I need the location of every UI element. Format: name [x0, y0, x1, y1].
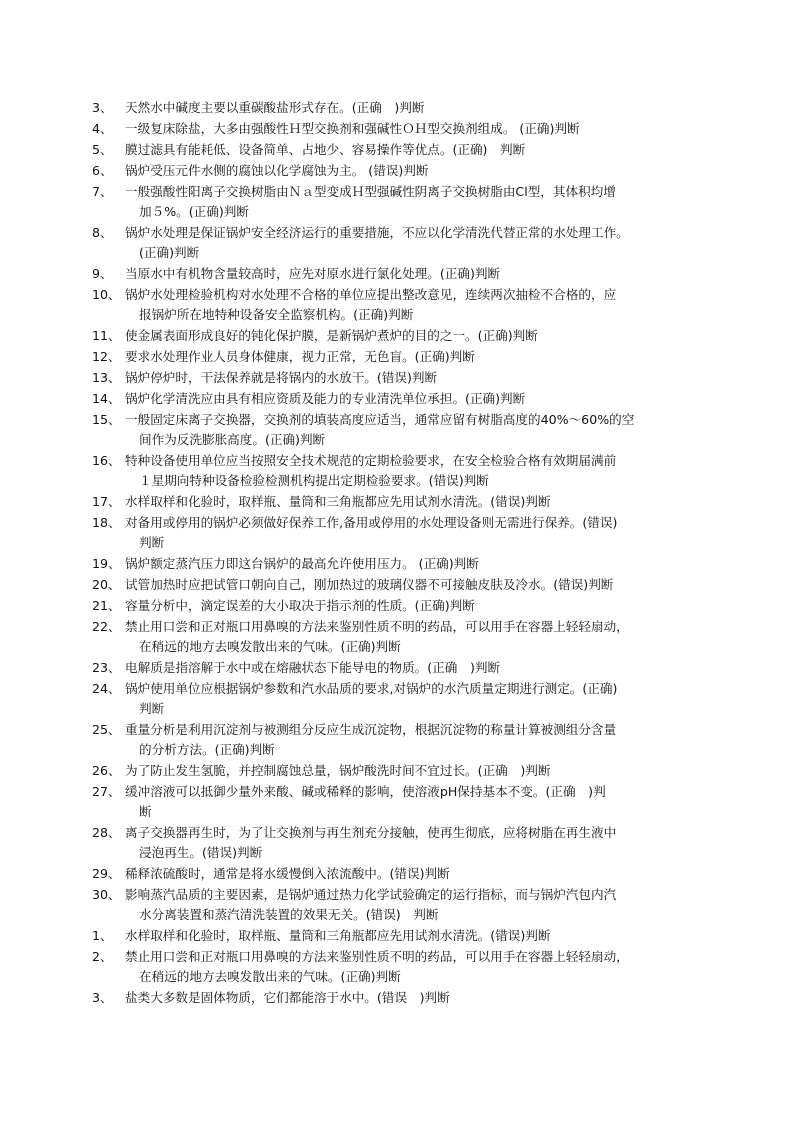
question-item	[92, 388, 702, 409]
question-line: 一般强酸性阳离子交换树脂由Ｎａ型变成Ｈ型强碱性阴离子交换树脂由Cl型，其体积均增	[125, 184, 616, 199]
question-text	[125, 263, 702, 284]
question-text	[125, 388, 702, 409]
question-number: 27、	[92, 784, 121, 799]
question-line: 稀释浓硫酸时，通常是将水缓慢倒入浓流酸中。(错误)判断	[125, 866, 450, 881]
question-text	[125, 946, 702, 987]
question-number: 16、	[92, 453, 121, 468]
question-line: 禁止用口尝和正对瓶口用鼻嗅的方法来鉴别性质不明的药品，可以用手在容器上轻轻扇动，	[125, 619, 629, 634]
question-number: 28、	[92, 825, 121, 840]
question-text	[125, 925, 702, 946]
question-number: 9、	[92, 266, 113, 281]
question-item	[92, 553, 702, 574]
question-text	[125, 574, 702, 595]
question-number: 10、	[92, 287, 121, 302]
question-number: 7、	[92, 184, 113, 199]
question-item	[92, 595, 702, 616]
question-line: 对备用或停用的锅炉必须做好保养工作,备用或停用的水处理设备则无需进行保养。(错误)	[125, 515, 618, 530]
question-item	[92, 181, 702, 222]
question-line: 水样取样和化验时，取样瓶、量筒和三角瓶都应先用试剂水清洗。(错误)判断	[125, 928, 551, 943]
question-item	[92, 491, 702, 512]
question-line: 离子交换器再生时，为了让交换剂与再生剂充分接触，使再生彻底，应将树脂在再生液中	[125, 825, 617, 840]
question-text	[125, 284, 702, 325]
question-line: 锅炉受压元件水侧的腐蚀以化学腐蚀为主。 (错误)判断	[125, 163, 429, 178]
question-item	[92, 884, 702, 925]
question-line: 特种设备使用单位应当按照安全技术规范的定期检验要求，在安全检验合格有效期届满前	[125, 453, 617, 468]
question-text	[125, 139, 702, 160]
question-line: 当原水中有机物含量较高时，应先对原水进行氯化处理。(正确)判断	[125, 266, 501, 281]
question-text	[125, 367, 702, 388]
question-text	[125, 450, 702, 491]
question-item	[92, 512, 702, 553]
question-line: 禁止用口尝和正对瓶口用鼻嗅的方法来鉴别性质不明的药品，可以用手在容器上轻轻扇动，	[125, 949, 629, 964]
question-line: 一级复床除盐，大多由强酸性Ｈ型交换剂和强碱性ＯＨ型交换剂组成。 (正确)判断	[125, 121, 580, 136]
question-line: 锅炉额定蒸汽压力即这台锅炉的最高允许使用压力。 (正确)判断	[125, 556, 479, 571]
question-item	[92, 657, 702, 678]
question-number: 29、	[92, 866, 121, 881]
question-number: 17、	[92, 494, 121, 509]
question-item	[92, 678, 702, 719]
question-item	[92, 987, 702, 1008]
question-line: 锅炉化学清洗应由具有相应资质及能力的专业清洗单位承担。(正确)判断	[125, 391, 526, 406]
question-number: 15、	[92, 412, 121, 427]
question-text	[125, 118, 702, 139]
question-line: 锅炉水处理检验机构对水处理不合格的单位应提出整改意见，连续两次抽检不合格的，应	[125, 287, 617, 302]
question-number: 18、	[92, 515, 121, 530]
question-number: 3、	[92, 100, 113, 115]
question-text	[125, 595, 702, 616]
question-line: 为了防止发生氢脆，并控制腐蚀总量，锅炉酸洗时间不宜过长。(正确 )判断	[125, 763, 551, 778]
question-item	[92, 946, 702, 987]
question-continuation-line: 在稍远的地方去嗅发散出来的气味。(正确)判断	[139, 639, 401, 654]
question-text	[125, 491, 702, 512]
question-item	[92, 160, 702, 181]
question-item	[92, 325, 702, 346]
question-continuation-line: 浸泡再生。(错误)判断	[139, 845, 263, 860]
question-line: 重量分析是利用沉淀剂与被测组分反应生成沉淀物，根据沉淀物的称量计算被测组分含量	[125, 722, 617, 737]
question-number: 1、	[92, 928, 113, 943]
true-false-question-list	[92, 97, 702, 1008]
question-line: 锅炉使用单位应根据锅炉参数和汽水品质的要求,对锅炉的水汽质量定期进行测定。(正确)	[125, 681, 618, 696]
question-continuation-line: 断	[139, 804, 152, 819]
question-text	[125, 760, 702, 781]
question-number: 23、	[92, 660, 121, 675]
question-item	[92, 719, 702, 760]
question-number: 26、	[92, 763, 121, 778]
question-line: 试管加热时应把试管口朝向自己，刚加热过的玻璃仪器不可接触皮肤及冷水。(错误)判断	[125, 577, 614, 592]
question-line: 锅炉水处理是保证锅炉安全经济运行的重要措施，不应以化学清洗代替正常的水处理工作。	[125, 225, 629, 240]
question-item	[92, 222, 702, 263]
question-item	[92, 574, 702, 595]
question-item	[92, 139, 702, 160]
question-continuation-line: 加５%。(正确)判断	[139, 204, 249, 219]
question-continuation-line: 判断	[139, 701, 165, 716]
question-number: 24、	[92, 681, 121, 696]
question-number: 13、	[92, 370, 121, 385]
question-number: 19、	[92, 556, 121, 571]
question-item	[92, 616, 702, 657]
question-number: 21、	[92, 598, 121, 613]
question-item	[92, 863, 702, 884]
question-text	[125, 719, 702, 760]
question-text	[125, 657, 702, 678]
question-continuation-line: 的分析方法。(正确)判断	[139, 742, 275, 757]
question-item	[92, 284, 702, 325]
question-number: 8、	[92, 225, 113, 240]
question-text	[125, 181, 702, 222]
question-number: 5、	[92, 142, 113, 157]
question-line: 一般固定床离子交换器，交换剂的填装高度应适当，通常应留有树脂高度的40%～60%的空	[125, 412, 635, 427]
question-item	[92, 925, 702, 946]
question-continuation-line: 在稍远的地方去嗅发散出来的气味。(正确)判断	[139, 969, 401, 984]
question-number: 30、	[92, 887, 121, 902]
question-text	[125, 781, 702, 822]
question-number: 4、	[92, 121, 113, 136]
question-item	[92, 367, 702, 388]
question-number: 6、	[92, 163, 113, 178]
question-item	[92, 118, 702, 139]
question-text	[125, 616, 702, 657]
question-item	[92, 263, 702, 284]
question-number: 12、	[92, 349, 121, 364]
question-line: 锅炉停炉时，干法保养就是将锅内的水放干。(错误)判断	[125, 370, 438, 385]
question-continuation-line: 间作为反洗膨胀高度。(正确)判断	[139, 432, 326, 447]
question-text	[125, 678, 702, 719]
question-line: 要求水处理作业人员身体健康，视力正常，无色盲。(正确)判断	[125, 349, 475, 364]
question-text	[125, 987, 702, 1008]
question-line: 膜过滤具有能耗低、设备简单、占地少、容易操作等优点。(正确) 判断	[125, 142, 526, 157]
question-continuation-line: １星期向特种设备检验检测机构提出定期检验要求。(错误)判断	[139, 473, 489, 488]
question-continuation-line: 报锅炉所在地特种设备安全监察机构。(正确)判断	[139, 307, 414, 322]
question-line: 天然水中碱度主要以重碳酸盐形式存在。(正确 )判断	[125, 100, 425, 115]
question-item	[92, 346, 702, 367]
question-text	[125, 822, 702, 863]
question-item	[92, 409, 702, 450]
question-text	[125, 222, 702, 263]
question-line: 影响蒸汽品质的主要因素，是锅炉通过热力化学试验确定的运行指标，而与锅炉汽包内汽	[125, 887, 617, 902]
question-continuation-line: 判断	[139, 535, 165, 550]
question-item	[92, 822, 702, 863]
question-continuation-line: 水分离装置和蒸汽清洗装置的效果无关。(错误) 判断	[139, 907, 439, 922]
question-line: 使金属表面形成良好的钝化保护膜，是新锅炉煮炉的目的之一。(正确)判断	[125, 328, 538, 343]
question-text	[125, 863, 702, 884]
question-number: 20、	[92, 577, 121, 592]
question-number: 22、	[92, 619, 121, 634]
question-item	[92, 97, 702, 118]
question-text	[125, 346, 702, 367]
question-text	[125, 409, 702, 450]
question-text	[125, 553, 702, 574]
question-line: 水样取样和化验时，取样瓶、量筒和三角瓶都应先用试剂水清洗。(错误)判断	[125, 494, 551, 509]
question-text	[125, 884, 702, 925]
question-item	[92, 450, 702, 491]
question-number: 25、	[92, 722, 121, 737]
question-number: 3、	[92, 990, 113, 1005]
question-text	[125, 325, 702, 346]
question-number: 11、	[92, 328, 121, 343]
question-text	[125, 512, 702, 553]
question-line: 盐类大多数是固体物质，它们都能溶于水中。(错误 )判断	[125, 990, 450, 1005]
question-line: 缓冲溶液可以抵御少量外来酸、碱或稀释的影响，使溶液pH保持基本不变。(正确 )判	[125, 784, 606, 799]
question-line: 容量分析中，滴定误差的大小取决于指示剂的性质。(正确)判断	[125, 598, 475, 613]
question-text	[125, 97, 702, 118]
question-number: 2、	[92, 949, 113, 964]
question-line: 电解质是指溶解于水中或在熔融状态下能导电的物质。(正确 )判断	[125, 660, 501, 675]
question-number: 14、	[92, 391, 121, 406]
question-item	[92, 760, 702, 781]
question-continuation-line: (正确)判断	[139, 245, 200, 260]
question-text	[125, 160, 702, 181]
question-item	[92, 781, 702, 822]
